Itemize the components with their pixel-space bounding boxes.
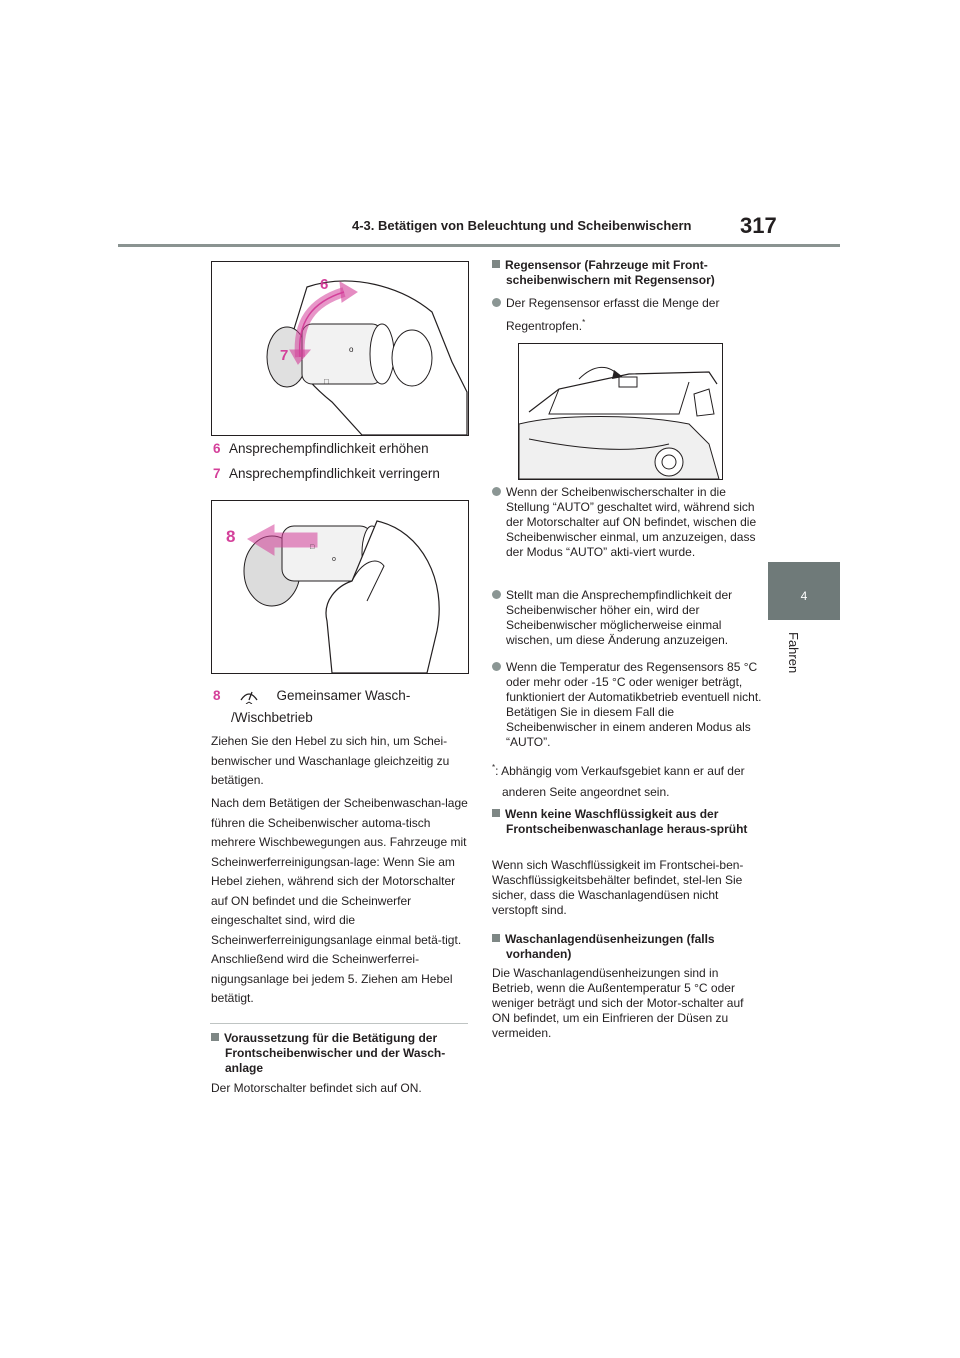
section-heading: Regensensor (Fahrzeuge mit Front-scheibenwischern mit Regensensor) <box>492 258 764 288</box>
car-windshield-illustration <box>519 344 722 479</box>
bullet-item: Wenn die Temperatur des Regensensors 85 °C oder mehr oder -15 °C oder weniger beträgt, funktioniert der Automatikbetrieb eventuell nicht. Betätigen Sie in diesem Fall die Scheibenwischer in einem anderen Modus als “AUTO”. <box>492 660 764 750</box>
chapter-number: 4 <box>800 589 808 603</box>
section-divider <box>210 1023 468 1024</box>
figure-rain-sensor-car <box>518 343 723 480</box>
paragraph: Ziehen Sie den Hebel zu sich hin, um Schei-benwischer und Waschanlage gleichzeitig zu betätigen. <box>211 734 450 787</box>
square-bullet-icon <box>492 809 500 817</box>
washer-wiper-icon <box>239 686 259 707</box>
lever-pull-illustration <box>212 501 468 673</box>
round-bullet-icon <box>492 487 501 496</box>
round-bullet-icon <box>492 662 501 671</box>
item-text: Ansprechempfindlichkeit verringern <box>229 466 440 481</box>
lever-rotation-illustration <box>212 262 468 435</box>
list-item-8 <box>213 686 410 707</box>
round-bullet-icon <box>492 298 501 307</box>
figure-label-6: 6 <box>320 276 329 293</box>
round-bullet-icon <box>492 590 501 599</box>
section-heading: Waschanlagendüsenheizungen (falls vorhanden) <box>492 932 764 962</box>
figure-sensitivity-ring <box>211 261 469 436</box>
section-heading: Wenn keine Waschflüssigkeit aus der Frontscheibenwaschanlage heraus-sprüht <box>492 807 764 837</box>
item-text-continued: /Wischbetrieb <box>231 710 313 725</box>
item-text: Gemeinsamer Wasch- <box>276 688 411 703</box>
list-item <box>213 441 429 456</box>
section-title: 4-3. Betätigen von Beleuchtung und Scheibenwischern <box>352 218 692 233</box>
figure-washer-lever <box>211 500 469 674</box>
page-number: 317 <box>740 213 777 238</box>
section-body: Die Waschanlagendüsenheizungen sind in Betrieb, wenn die Außentemperatur 5 °C oder weniger beträgt und sich der Motor-schalter auf ON befindet, um ein Einfrieren der Düsen zu vermeiden. <box>492 966 744 1040</box>
section-body: Der Motorschalter befindet sich auf ON. <box>211 1081 422 1095</box>
square-bullet-icon <box>492 260 500 268</box>
list-item <box>213 466 440 481</box>
section-body: Wenn sich Waschflüssigkeit im Frontschei-ben-Waschflüssigkeitsbehälter befindet, stel-len Sie sicher, dass die Waschanlagendüsen nicht verstopft sind. <box>492 858 744 917</box>
section-heading: Voraussetzung für die Betätigung der Frontscheibenwischer und der Wasch-anlage <box>211 1031 481 1076</box>
svg-text:o: o <box>349 345 354 354</box>
square-bullet-icon <box>492 934 500 942</box>
footnote: *: Abhängig vom Verkaufsgebiet kann er auf der anderen Seite angeordnet sein. <box>492 763 745 799</box>
bullet-item: Wenn der Scheibenwischerschalter in die Stellung “AUTO” geschaltet wird, während sich der Motorschalter auf ON befindet, wischen die Scheibenwischer einmal, um anzuzeigen, dass der Modus “AUTO” akti-viert wurde. <box>492 485 764 560</box>
item-number: 7 <box>213 466 221 481</box>
header-divider <box>118 244 840 247</box>
item-number: 8 <box>213 688 221 703</box>
figure-label-8: 8 <box>226 527 236 546</box>
chapter-tab <box>768 562 840 620</box>
item-text: Ansprechempfindlichkeit erhöhen <box>229 441 429 456</box>
square-bullet-icon <box>211 1033 219 1041</box>
figure-label-7: 7 <box>280 347 289 364</box>
item-number: 6 <box>213 441 221 456</box>
bullet-item: Stellt man die Ansprechempfindlichkeit der Scheibenwischer höher ein, wird der Scheibenwischer möglicherweise einmal wischen, um diese Änderung anzuzeigen. <box>492 588 764 648</box>
svg-text:□: □ <box>324 377 329 386</box>
svg-text:o: o <box>332 556 336 563</box>
svg-text:□: □ <box>310 544 315 551</box>
chapter-label: Fahren <box>786 632 801 674</box>
paragraph: Nach dem Betätigen der Scheibenwaschan-lage führen die Scheibenwischer automa-tisch mehrere Wischbewegungen aus. Fahrzeuge mit Scheinwerferreinigungsan-lage: Wenn Sie am Hebel ziehen, während sich der Motorschalter auf ON befindet und die Scheinwerfer eingeschaltet sind, wird die Scheinwerferreinigungsanlage einmal betä-tigt. Anschließend wird die Scheinwerferrei-nigungsanlage bei jedem 5. Ziehen am Hebel betätigt. <box>211 796 468 1005</box>
bullet-item: Der Regensensor erfasst die Menge der Regentropfen.* <box>492 294 764 336</box>
